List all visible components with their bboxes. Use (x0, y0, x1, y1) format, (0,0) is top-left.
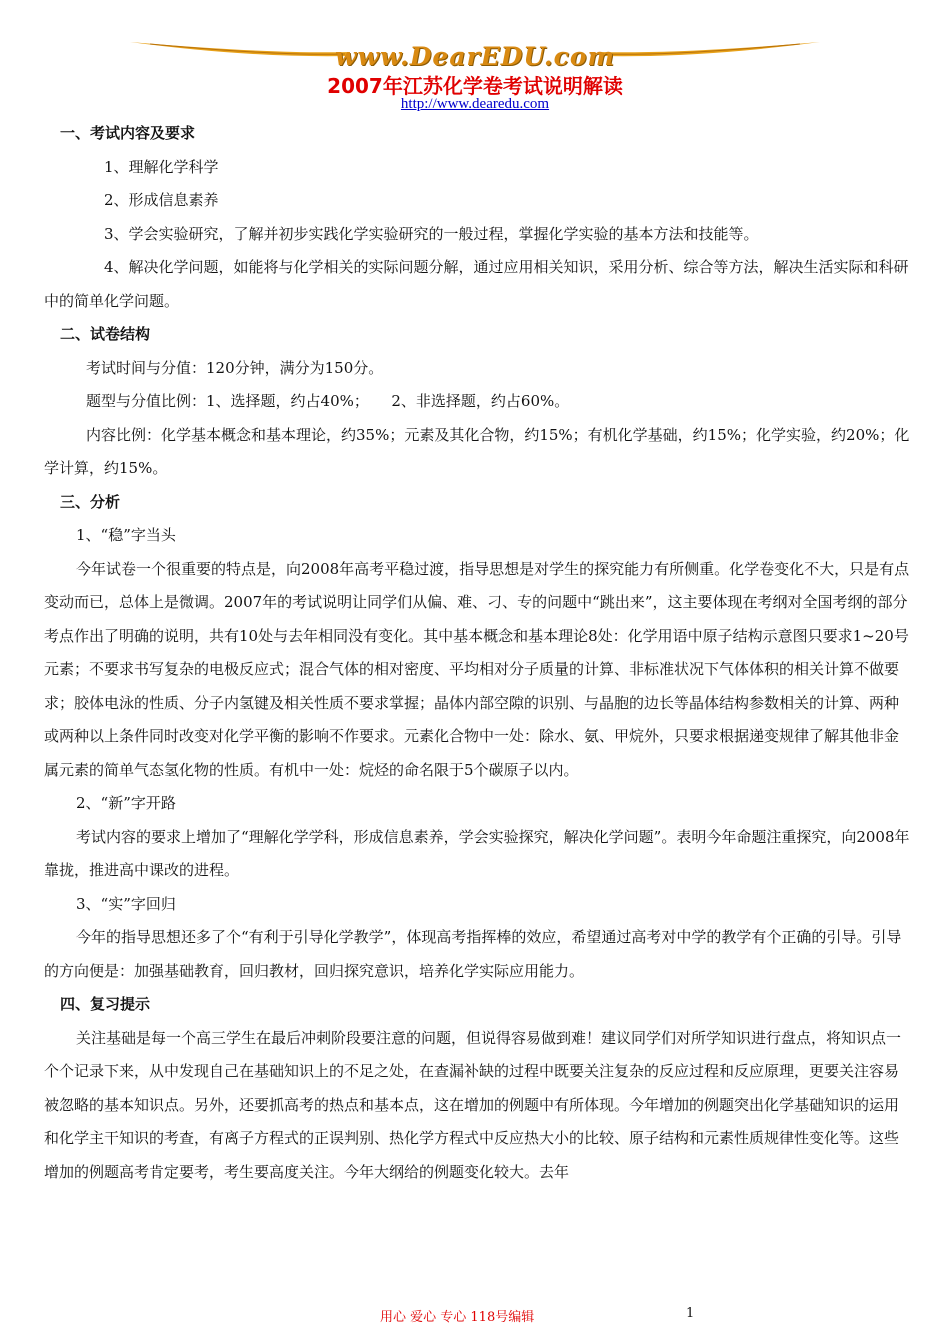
section-heading-1: 一、考试内容及要求 (60, 124, 196, 142)
paragraph: 今年试卷一个很重要的特点是，向2008年高考平稳过渡，指导思想是对学生的探究能力有所侧重。化学卷变化不大，只是有点变动而已，总体上是微调。2007年的考试说明让同学们从偏、难、刁、专的问题中“跳出来”，这主要体现在考纲对全国考纲的部分考点作出了明确的说明，共有10处与去年相同没有变化。其中基本概念和基本理论8处：化学用语中原子结构示意图只要求1~20号元素；不要求书写复杂的电极反应式；混合气体的相对密度、平均相对分子质量的计算、非标准状况下气体体积的相关计算不做要求；胶体电泳的性质、分子内氢键及相关性质不要求掌握；晶体内部空隙的识别、与晶胞的边长等晶体结构参数相关的计算、两种或两种以上条件同时改变对化学平衡的影响不作要求。元素化合物中一处：除水、氨、甲烷外，只要求根据递变规律了解其他非金属元素的简单气态氢化物的性质。有机中一处：烷烃的命名限于5个碳原子以内。 (44, 559, 910, 779)
content-ratio: 内容比例：化学基本概念和基本理论，约35%；元素及其化合物，约15%；有机化学基础，约15%；化学实验，约20%；化学计算，约15%。 (44, 425, 910, 477)
page-title: 2007年江苏化学卷考试说明解读 (327, 74, 623, 98)
section-heading-2: 二、试卷结构 (60, 325, 151, 343)
logo-text: www.DearEDU.com (334, 42, 615, 71)
list-item: 3、学会实验研究，了解并初步实践化学实验研究的一般过程，掌握化学实验的基本方法和技能等。 (104, 224, 759, 243)
question-type-ratio: 题型与分值比例：1、选择题，约占40%； 2、非选择题，约占60%。 (86, 392, 570, 410)
paragraph: 今年的指导思想还多了个“有利于引导化学教学”，体现高考指挥棒的效应，希望通过高考对中学的教学有个正确的引导。引导的方向便是：加强基础教育，回归教材，回归探究意识，培养化学实际应用能力。 (44, 928, 902, 980)
subsection-title: 3、“实”字回归 (76, 894, 176, 913)
list-item: 4、解决化学问题，如能将与化学相关的实际问题分解，通过应用相关知识，采用分析、综合等方法，解决生活实际和科研中的简单化学问题。 (44, 258, 909, 310)
exam-time-score: 考试时间与分值：120分钟，满分为150分。 (86, 358, 384, 377)
footer-text: 用心 爱心 专心 118号编辑 (380, 1310, 535, 1325)
page-footer (0, 1306, 950, 1330)
page-header (0, 0, 950, 120)
page-number: 1 (686, 1306, 695, 1321)
section-heading-3: 三、分析 (60, 492, 121, 511)
list-item: 2、形成信息素养 (104, 191, 219, 209)
paragraph: 考试内容的要求上增加了“理解化学学科，形成信息素养，学会实验探究，解决化学问题”。表明今年命题注重探究，向2008年靠拢，推进高中课改的进程。 (44, 827, 910, 879)
paragraph: 关注基础是每一个高三学生在最后冲刺阶段要注意的问题，但说得容易做到难！建议同学们对所学知识进行盘点，将知识点一个个记录下来，从中发现自己在基础知识上的不足之处，在查漏补缺的过程中既要关注复杂的反应过程和反应原理，更要关注容易被忽略的基本知识点。另外，还要抓高考的热点和基本点，这在增加的例题中有所体现。今年增加的例题突出化学基础知识的运用和化学主干知识的考查，有离子方程式的正误判别、热化学方程式中反应热大小的比较、原子结构和元素性质规律性变化等。这些增加的例题高考肯定要考，考生要高度关注。今年大纲给的例题变化较大。去年 (44, 1028, 902, 1181)
section-heading-4: 四、复习提示 (60, 995, 151, 1013)
list-item: 1、理解化学科学 (104, 157, 219, 176)
subsection-title: 2、“新”字开路 (76, 794, 176, 812)
subsection-title: 1、“稳”字当头 (76, 526, 176, 544)
site-link[interactable]: http://www.dearedu.com (400, 96, 550, 112)
document-body (44, 117, 910, 1189)
